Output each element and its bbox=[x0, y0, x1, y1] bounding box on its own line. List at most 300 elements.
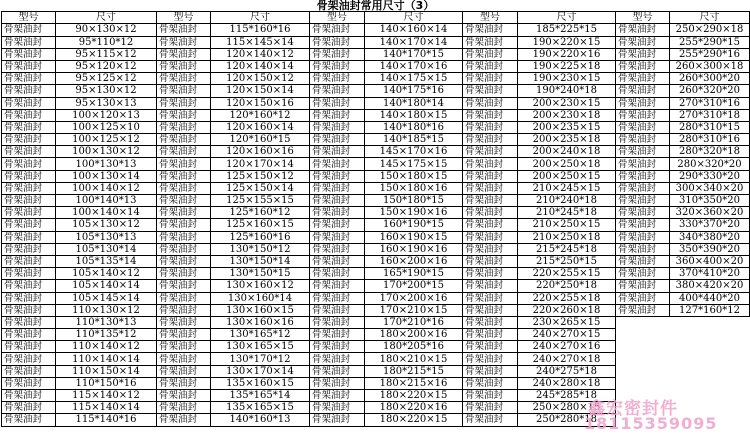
cell-model: 骨架油封 bbox=[310, 85, 365, 97]
header-model: 型号 bbox=[2, 12, 56, 24]
cell-size: 180×220×15 bbox=[365, 414, 463, 426]
cell-model: 骨架油封 bbox=[157, 231, 211, 243]
cell-size: 240×280×18 bbox=[518, 377, 616, 389]
cell-size: 95×130×12 bbox=[56, 85, 157, 97]
cell-size: 245*285*18 bbox=[518, 390, 616, 402]
cell-model: 骨架油封 bbox=[157, 121, 211, 133]
cell-size: 120×170×14 bbox=[211, 158, 310, 170]
cell-size: 120×150×12 bbox=[211, 73, 310, 85]
cell-size: 180×220×15 bbox=[365, 390, 463, 402]
cell-model: 骨架油封 bbox=[157, 243, 211, 255]
cell-size: 160×190×16 bbox=[365, 243, 463, 255]
table-row bbox=[2, 341, 750, 353]
cell-model: 骨架油封 bbox=[463, 73, 518, 85]
cell-size: 120×150×16 bbox=[211, 97, 310, 109]
cell-model: 骨架油封 bbox=[463, 280, 518, 292]
cell-model: 骨架油封 bbox=[616, 219, 670, 231]
cell-model: 骨架油封 bbox=[157, 402, 211, 414]
cell-size: 120*160*12 bbox=[211, 109, 310, 121]
cell-size: 110*135*12 bbox=[56, 329, 157, 341]
header-model: 型号 bbox=[310, 12, 365, 24]
cell-model: 骨架油封 bbox=[463, 121, 518, 133]
cell-size: 240×270×18 bbox=[518, 353, 616, 365]
cell-model: 骨架油封 bbox=[157, 195, 211, 207]
cell-model: 骨架油封 bbox=[616, 48, 670, 60]
table-row bbox=[2, 134, 750, 146]
cell-model: 骨架油封 bbox=[463, 195, 518, 207]
cell-size: 180*205*16 bbox=[365, 341, 463, 353]
cell-size: 140*160*13 bbox=[211, 414, 310, 426]
cell-model: 骨架油封 bbox=[2, 219, 56, 231]
cell-model: 骨架油封 bbox=[616, 36, 670, 48]
table-row bbox=[2, 377, 750, 389]
cell-size bbox=[670, 316, 750, 328]
cell-model: 骨架油封 bbox=[463, 24, 518, 36]
cell-model: 骨架油封 bbox=[310, 207, 365, 219]
table-row bbox=[2, 353, 750, 365]
table-row bbox=[2, 170, 750, 182]
cell-model: 骨架油封 bbox=[616, 255, 670, 267]
cell-model: 骨架油封 bbox=[463, 48, 518, 60]
cell-size: 100×140×12 bbox=[56, 182, 157, 194]
cell-model: 骨架油封 bbox=[157, 280, 211, 292]
cell-size: 160×190×15 bbox=[365, 231, 463, 243]
cell-model: 骨架油封 bbox=[616, 85, 670, 97]
cell-model: 骨架油封 bbox=[2, 195, 56, 207]
watermark-company: 鑫宏密封件 bbox=[588, 399, 678, 419]
cell-model: 骨架油封 bbox=[463, 85, 518, 97]
cell-size: 230×265×15 bbox=[518, 316, 616, 328]
cell-model: 骨架油封 bbox=[310, 268, 365, 280]
cell-model: 骨架油封 bbox=[157, 353, 211, 365]
cell-model: 骨架油封 bbox=[157, 24, 211, 36]
cell-model: 骨架油封 bbox=[157, 365, 211, 377]
cell-size: 110*150*16 bbox=[56, 377, 157, 389]
cell-model: 骨架油封 bbox=[310, 316, 365, 328]
table-row bbox=[2, 268, 750, 280]
cell-size: 250*280*18 bbox=[518, 414, 616, 426]
header-size: 尺寸 bbox=[365, 12, 463, 24]
title-row bbox=[2, 0, 750, 12]
table-row bbox=[2, 329, 750, 341]
cell-size: 255*290*15 bbox=[670, 36, 750, 48]
cell-size: 240*275*18 bbox=[518, 365, 616, 377]
cell-size: 190*240*18 bbox=[518, 85, 616, 97]
cell-model: 骨架油封 bbox=[2, 182, 56, 194]
cell-size: 200×240×18 bbox=[518, 146, 616, 158]
cell-model: 骨架油封 bbox=[463, 219, 518, 231]
cell-model: 骨架油封 bbox=[463, 390, 518, 402]
table-row bbox=[2, 121, 750, 133]
cell-size: 180×210×15 bbox=[365, 353, 463, 365]
cell-size: 130×170×14 bbox=[211, 365, 310, 377]
header-model: 型号 bbox=[157, 12, 211, 24]
cell-model: 骨架油封 bbox=[2, 316, 56, 328]
cell-model: 骨架油封 bbox=[310, 182, 365, 194]
table-row bbox=[2, 24, 750, 36]
cell-model: 骨架油封 bbox=[310, 121, 365, 133]
cell-model: 骨架油封 bbox=[463, 329, 518, 341]
cell-size: 350*390*20 bbox=[670, 243, 750, 255]
cell-size: 105*135*14 bbox=[56, 255, 157, 267]
cell-size: 330*370*20 bbox=[670, 219, 750, 231]
cell-model: 骨架油封 bbox=[310, 365, 365, 377]
watermark-phone: 18115359095 bbox=[584, 414, 718, 433]
cell-size: 360×400×20 bbox=[670, 255, 750, 267]
table-row bbox=[2, 73, 750, 85]
cell-model: 骨架油封 bbox=[2, 60, 56, 72]
cell-model: 骨架油封 bbox=[2, 365, 56, 377]
cell-model: 骨架油封 bbox=[616, 73, 670, 85]
cell-size: 105×140×12 bbox=[56, 268, 157, 280]
table-row bbox=[2, 48, 750, 60]
cell-size: 190×225×18 bbox=[518, 60, 616, 72]
cell-model: 骨架油封 bbox=[310, 24, 365, 36]
cell-size: 95*110*12 bbox=[56, 36, 157, 48]
cell-size: 105×130×12 bbox=[56, 219, 157, 231]
cell-model: 骨架油封 bbox=[310, 280, 365, 292]
cell-size: 180×215×16 bbox=[365, 377, 463, 389]
cell-size: 260*320*20 bbox=[670, 85, 750, 97]
cell-model: 骨架油封 bbox=[463, 377, 518, 389]
cell-model: 骨架油封 bbox=[2, 292, 56, 304]
cell-model: 骨架油封 bbox=[310, 48, 365, 60]
cell-size: 110*130*13 bbox=[56, 316, 157, 328]
cell-size: 260*300*20 bbox=[670, 73, 750, 85]
cell-size: 120×140×14 bbox=[211, 60, 310, 72]
cell-model: 骨架油封 bbox=[157, 292, 211, 304]
cell-model: 骨架油封 bbox=[616, 292, 670, 304]
cell-size: 130*150*15 bbox=[211, 268, 310, 280]
table-row bbox=[2, 36, 750, 48]
cell-model: 骨架油封 bbox=[2, 24, 56, 36]
cell-size: 220×260×18 bbox=[518, 304, 616, 316]
cell-size: 130*150*12 bbox=[211, 243, 310, 255]
cell-model: 骨架油封 bbox=[463, 304, 518, 316]
cell-model bbox=[616, 329, 670, 341]
cell-model: 骨架油封 bbox=[157, 182, 211, 194]
cell-size: 200×235×15 bbox=[518, 121, 616, 133]
cell-size: 95×115×12 bbox=[56, 48, 157, 60]
cell-model: 骨架油封 bbox=[310, 231, 365, 243]
cell-model: 骨架油封 bbox=[616, 304, 670, 316]
cell-size: 180×220×16 bbox=[365, 402, 463, 414]
cell-size: 105×145×14 bbox=[56, 292, 157, 304]
table-row bbox=[2, 304, 750, 316]
table-row bbox=[2, 195, 750, 207]
cell-size: 127*160*12 bbox=[670, 304, 750, 316]
cell-size: 110×150×14 bbox=[56, 365, 157, 377]
table-row bbox=[2, 231, 750, 243]
cell-model: 骨架油封 bbox=[463, 146, 518, 158]
cell-size: 140*180*14 bbox=[365, 97, 463, 109]
cell-size: 140×170×14 bbox=[365, 36, 463, 48]
cell-size: 125×155×15 bbox=[211, 195, 310, 207]
cell-size: 140×170×16 bbox=[365, 60, 463, 72]
cell-model: 骨架油封 bbox=[463, 316, 518, 328]
cell-size: 120×140×12 bbox=[211, 48, 310, 60]
cell-model: 骨架油封 bbox=[157, 146, 211, 158]
cell-size: 340*380*20 bbox=[670, 231, 750, 243]
table-body bbox=[2, 0, 750, 426]
cell-model: 骨架油封 bbox=[2, 85, 56, 97]
cell-size: 115*160*16 bbox=[211, 24, 310, 36]
cell-size: 320×360×20 bbox=[670, 207, 750, 219]
cell-model: 骨架油封 bbox=[157, 390, 211, 402]
cell-size: 210×250×18 bbox=[518, 231, 616, 243]
cell-size: 130*165*12 bbox=[211, 329, 310, 341]
cell-size: 100×130×12 bbox=[56, 146, 157, 158]
cell-model: 骨架油封 bbox=[310, 97, 365, 109]
cell-size bbox=[670, 402, 750, 414]
cell-model: 骨架油封 bbox=[463, 353, 518, 365]
header-size: 尺寸 bbox=[518, 12, 616, 24]
cell-size: 200×230×15 bbox=[518, 97, 616, 109]
cell-size: 255*290*16 bbox=[670, 48, 750, 60]
cell-model bbox=[616, 316, 670, 328]
table-row bbox=[2, 365, 750, 377]
cell-size: 130×160×15 bbox=[211, 304, 310, 316]
cell-size: 120×160×16 bbox=[211, 146, 310, 158]
cell-size: 130×160×12 bbox=[211, 280, 310, 292]
cell-size bbox=[670, 390, 750, 402]
cell-size: 95×130×13 bbox=[56, 97, 157, 109]
cell-size: 170*200*15 bbox=[365, 280, 463, 292]
cell-size: 220*250*18 bbox=[518, 280, 616, 292]
cell-size: 170*210*16 bbox=[365, 316, 463, 328]
cell-model: 骨架油封 bbox=[616, 170, 670, 182]
cell-size: 110×130×12 bbox=[56, 304, 157, 316]
cell-size: 125×160×15 bbox=[211, 219, 310, 231]
cell-size: 270*310*16 bbox=[670, 97, 750, 109]
cell-size: 190×230×15 bbox=[518, 73, 616, 85]
cell-model: 骨架油封 bbox=[157, 36, 211, 48]
cell-model bbox=[616, 377, 670, 389]
table-row bbox=[2, 182, 750, 194]
cell-size: 135*165*14 bbox=[211, 390, 310, 402]
cell-model: 骨架油封 bbox=[310, 255, 365, 267]
cell-model: 骨架油封 bbox=[616, 280, 670, 292]
cell-model: 骨架油封 bbox=[2, 109, 56, 121]
cell-size: 250×280×15 bbox=[518, 402, 616, 414]
header-row bbox=[2, 12, 750, 24]
cell-size: 140*175*16 bbox=[365, 85, 463, 97]
cell-size: 210*240*18 bbox=[518, 195, 616, 207]
cell-size: 240×270×15 bbox=[518, 329, 616, 341]
cell-size: 110×140×14 bbox=[56, 353, 157, 365]
cell-size: 105*130*14 bbox=[56, 243, 157, 255]
cell-size: 100×120×13 bbox=[56, 109, 157, 121]
cell-size bbox=[670, 341, 750, 353]
cell-size: 210×245×15 bbox=[518, 182, 616, 194]
cell-model: 骨架油封 bbox=[616, 97, 670, 109]
table-row bbox=[2, 292, 750, 304]
table-row bbox=[2, 85, 750, 97]
cell-model: 骨架油封 bbox=[616, 231, 670, 243]
cell-model: 骨架油封 bbox=[157, 170, 211, 182]
cell-size: 130×165×15 bbox=[211, 341, 310, 353]
cell-size: 115*140*16 bbox=[56, 414, 157, 426]
cell-model: 骨架油封 bbox=[463, 207, 518, 219]
cell-size: 280*320*18 bbox=[670, 146, 750, 158]
cell-model: 骨架油封 bbox=[463, 134, 518, 146]
cell-size: 180*215*15 bbox=[365, 365, 463, 377]
cell-model: 骨架油封 bbox=[2, 48, 56, 60]
cell-size: 150×190×16 bbox=[365, 207, 463, 219]
cell-model: 骨架油封 bbox=[2, 390, 56, 402]
cell-size: 145×175×15 bbox=[365, 158, 463, 170]
cell-model: 骨架油封 bbox=[157, 134, 211, 146]
cell-model: 骨架油封 bbox=[2, 170, 56, 182]
cell-size: 280*310*15 bbox=[670, 121, 750, 133]
cell-size: 200×250×18 bbox=[518, 158, 616, 170]
cell-size: 220×255×15 bbox=[518, 268, 616, 280]
cell-model: 骨架油封 bbox=[310, 146, 365, 158]
cell-model: 骨架油封 bbox=[157, 329, 211, 341]
cell-size: 130×160×16 bbox=[211, 316, 310, 328]
cell-model: 骨架油封 bbox=[463, 292, 518, 304]
cell-model: 骨架油封 bbox=[2, 73, 56, 85]
cell-model: 骨架油封 bbox=[463, 255, 518, 267]
cell-model: 骨架油封 bbox=[2, 231, 56, 243]
cell-model: 骨架油封 bbox=[157, 60, 211, 72]
cell-size: 140*185*15 bbox=[365, 134, 463, 146]
cell-size: 370*410*20 bbox=[670, 268, 750, 280]
cell-size: 140×175×15 bbox=[365, 73, 463, 85]
cell-size: 120×160×14 bbox=[211, 121, 310, 133]
table-row bbox=[2, 243, 750, 255]
cell-size: 110×140×12 bbox=[56, 341, 157, 353]
cell-size: 150*180*15 bbox=[365, 195, 463, 207]
cell-model: 骨架油封 bbox=[616, 146, 670, 158]
cell-model: 骨架油封 bbox=[2, 329, 56, 341]
cell-size: 200×230×18 bbox=[518, 109, 616, 121]
cell-model: 骨架油封 bbox=[310, 60, 365, 72]
cell-model: 骨架油封 bbox=[616, 182, 670, 194]
cell-size: 210×250×15 bbox=[518, 219, 616, 231]
cell-model: 骨架油封 bbox=[616, 109, 670, 121]
cell-model: 骨架油封 bbox=[2, 341, 56, 353]
cell-model: 骨架油封 bbox=[310, 304, 365, 316]
cell-size: 125*160*16 bbox=[211, 231, 310, 243]
cell-model: 骨架油封 bbox=[2, 402, 56, 414]
cell-model: 骨架油封 bbox=[2, 121, 56, 133]
cell-model: 骨架油封 bbox=[616, 60, 670, 72]
cell-model: 骨架油封 bbox=[157, 341, 211, 353]
cell-size: 105×140×14 bbox=[56, 280, 157, 292]
cell-model: 骨架油封 bbox=[2, 255, 56, 267]
cell-size: 120*160*15 bbox=[211, 134, 310, 146]
cell-size: 130*170*12 bbox=[211, 353, 310, 365]
cell-size bbox=[670, 377, 750, 389]
cell-size: 100×130×14 bbox=[56, 170, 157, 182]
cell-model: 骨架油封 bbox=[310, 134, 365, 146]
cell-model: 骨架油封 bbox=[157, 97, 211, 109]
table-row bbox=[2, 109, 750, 121]
cell-model: 骨架油封 bbox=[616, 24, 670, 36]
cell-model: 骨架油封 bbox=[616, 121, 670, 133]
cell-model: 骨架油封 bbox=[157, 73, 211, 85]
cell-model: 骨架油封 bbox=[157, 219, 211, 231]
cell-model: 骨架油封 bbox=[616, 207, 670, 219]
cell-model: 骨架油封 bbox=[310, 329, 365, 341]
cell-model: 骨架油封 bbox=[157, 109, 211, 121]
cell-size bbox=[670, 329, 750, 341]
cell-size: 240×270×16 bbox=[518, 341, 616, 353]
cell-model: 骨架油封 bbox=[310, 402, 365, 414]
cell-model: 骨架油封 bbox=[310, 195, 365, 207]
cell-size: 180×200×16 bbox=[365, 329, 463, 341]
cell-size: 270*310*18 bbox=[670, 109, 750, 121]
cell-model: 骨架油封 bbox=[2, 377, 56, 389]
header-size: 尺寸 bbox=[56, 12, 157, 24]
cell-model: 骨架油封 bbox=[2, 304, 56, 316]
cell-size: 100*130*13 bbox=[56, 158, 157, 170]
table-row bbox=[2, 219, 750, 231]
cell-size: 210*245*18 bbox=[518, 207, 616, 219]
table-row bbox=[2, 97, 750, 109]
cell-model: 骨架油封 bbox=[310, 158, 365, 170]
cell-model: 骨架油封 bbox=[2, 353, 56, 365]
cell-size: 95×125×12 bbox=[56, 73, 157, 85]
cell-size: 145×170×16 bbox=[365, 146, 463, 158]
cell-size: 160*190*15 bbox=[365, 219, 463, 231]
cell-model: 骨架油封 bbox=[157, 414, 211, 426]
cell-size: 310*350*20 bbox=[670, 195, 750, 207]
cell-model: 骨架油封 bbox=[616, 268, 670, 280]
cell-model: 骨架油封 bbox=[157, 316, 211, 328]
cell-model: 骨架油封 bbox=[463, 414, 518, 426]
cell-size: 300×340×20 bbox=[670, 182, 750, 194]
cell-size: 150×180×16 bbox=[365, 182, 463, 194]
cell-model: 骨架油封 bbox=[616, 134, 670, 146]
cell-size: 90×130×12 bbox=[56, 24, 157, 36]
cell-model: 骨架油封 bbox=[2, 36, 56, 48]
table-row bbox=[2, 207, 750, 219]
cell-model: 骨架油封 bbox=[310, 219, 365, 231]
cell-model: 骨架油封 bbox=[463, 341, 518, 353]
cell-size: 170×210×15 bbox=[365, 304, 463, 316]
cell-model: 骨架油封 bbox=[157, 268, 211, 280]
cell-size: 125*160*12 bbox=[211, 207, 310, 219]
cell-size bbox=[670, 353, 750, 365]
cell-model: 骨架油封 bbox=[463, 60, 518, 72]
cell-size: 115×140×14 bbox=[56, 402, 157, 414]
cell-size: 130×160*14 bbox=[211, 292, 310, 304]
cell-model: 骨架油封 bbox=[310, 377, 365, 389]
cell-size: 380×420×20 bbox=[670, 280, 750, 292]
cell-model: 骨架油封 bbox=[463, 365, 518, 377]
cell-model: 骨架油封 bbox=[310, 390, 365, 402]
cell-size: 400*440*20 bbox=[670, 292, 750, 304]
table-row bbox=[2, 316, 750, 328]
cell-model: 骨架油封 bbox=[2, 243, 56, 255]
cell-size: 190×220×15 bbox=[518, 36, 616, 48]
cell-model: 骨架油封 bbox=[463, 109, 518, 121]
cell-model: 骨架油封 bbox=[463, 158, 518, 170]
cell-model: 骨架油封 bbox=[310, 109, 365, 121]
cell-model: 骨架油封 bbox=[310, 414, 365, 426]
cell-size bbox=[670, 365, 750, 377]
table-title: 骨架油封常用尺寸（3） bbox=[2, 0, 750, 12]
cell-model: 骨架油封 bbox=[310, 243, 365, 255]
cell-size: 290*330*20 bbox=[670, 170, 750, 182]
cell-size: 250×290×18 bbox=[670, 24, 750, 36]
table-row bbox=[2, 158, 750, 170]
oil-seal-size-table bbox=[1, 0, 750, 427]
cell-model bbox=[616, 341, 670, 353]
cell-size: 165*190*15 bbox=[365, 268, 463, 280]
